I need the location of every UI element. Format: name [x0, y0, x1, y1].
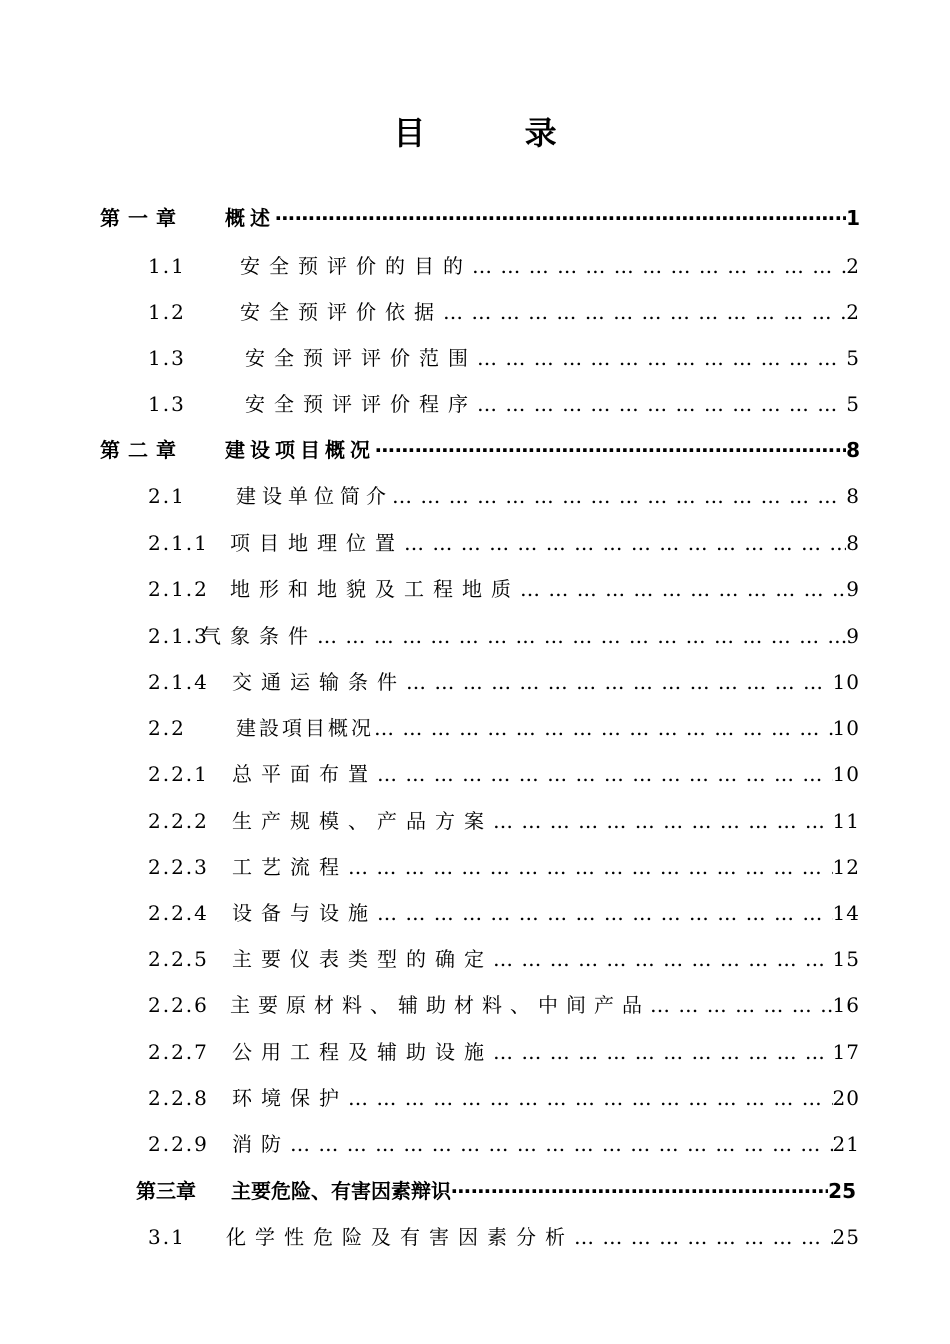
toc-number: 1.2 — [148, 300, 186, 324]
toc-page-number: 12 — [832, 855, 860, 879]
leader-dots — [493, 947, 833, 971]
leader-dots — [650, 993, 833, 1017]
toc-page-number: 1 — [846, 206, 860, 230]
toc-page-number: 17 — [832, 1040, 860, 1064]
toc-title: 公用工程及辅助设施 — [232, 1040, 493, 1064]
page-title: 目 录 — [393, 114, 601, 152]
toc-title: 主要仪表类型的确定 — [232, 947, 493, 971]
leader-dots — [493, 1040, 833, 1064]
leader-dots — [348, 855, 833, 879]
toc-page-number: 10 — [832, 670, 860, 694]
toc-page-number: 14 — [832, 901, 860, 925]
leader-dots — [377, 762, 833, 786]
toc-title: 设备与设施 — [232, 901, 377, 925]
toc-entry-ch1[interactable] — [100, 202, 860, 231]
toc-entry-2-2-5[interactable] — [148, 943, 860, 972]
toc-number: 2.1.1 — [148, 531, 209, 555]
leader-dots — [275, 206, 846, 230]
toc-page-number: 21 — [832, 1132, 860, 1156]
leader-dots — [375, 438, 846, 462]
toc-entry-2-1-1[interactable] — [148, 527, 860, 556]
toc-title: 化学性危险及有害因素分析 — [226, 1225, 574, 1249]
toc-title: 建設項目概况 — [236, 716, 374, 740]
toc-title: 安全预评评价范围 — [245, 346, 477, 370]
leader-dots — [477, 392, 846, 416]
toc-number: 2.2.1 — [148, 762, 209, 786]
toc-entry-2-2-8[interactable] — [148, 1082, 860, 1111]
toc-number: 2.2.4 — [148, 901, 209, 925]
toc-number: 3.1 — [148, 1225, 186, 1249]
toc-title: 项目地理位置 — [230, 531, 404, 555]
leader-dots — [493, 809, 833, 833]
toc-entry-2-1-3[interactable] — [148, 620, 860, 649]
leader-dots — [377, 901, 833, 925]
toc-page-number: 5 — [846, 346, 860, 370]
toc-number: 1.3 — [148, 392, 186, 416]
toc-page-number: 8 — [846, 531, 860, 555]
toc-title: 气象条件 — [201, 624, 317, 648]
toc-number: 2.1.3 — [148, 624, 209, 648]
toc-number: 2.2.9 — [148, 1132, 209, 1156]
toc-title: 总平面布置 — [232, 762, 377, 786]
toc-page-number: 20 — [832, 1086, 860, 1110]
toc-entry-2-2-4[interactable] — [148, 897, 860, 926]
toc-title: 工艺流程 — [232, 855, 348, 879]
toc-entry-1-2[interactable] — [148, 296, 860, 325]
leader-dots — [317, 624, 846, 648]
toc-title: 主要危险、有害因素辩识 — [231, 1179, 451, 1203]
toc-number: 2.2 — [148, 716, 186, 740]
toc-number: 1.1 — [148, 254, 186, 278]
toc-entry-3-1[interactable] — [148, 1221, 860, 1250]
toc-page-number: 5 — [846, 392, 860, 416]
toc-number: 第三章 — [136, 1179, 196, 1203]
toc-page-number: 2 — [846, 254, 860, 278]
leader-dots — [472, 254, 846, 278]
toc-entry-2-1-4[interactable] — [148, 666, 860, 695]
toc-entry-2-1-2[interactable] — [148, 573, 860, 602]
toc-entry-2-2[interactable] — [148, 712, 860, 741]
toc-entry-2-2-9[interactable] — [148, 1128, 860, 1157]
toc-page-number: 10 — [832, 762, 860, 786]
leader-dots — [520, 577, 846, 601]
leader-dots — [290, 1132, 833, 1156]
toc-page-number: 8 — [846, 438, 860, 462]
leader-dots — [374, 716, 833, 740]
toc-page-number: 10 — [832, 716, 860, 740]
toc-title: 消防 — [232, 1132, 290, 1156]
toc-title: 交通运输条件 — [232, 670, 406, 694]
toc-entry-ch3[interactable] — [136, 1175, 856, 1204]
toc-page-number: 9 — [846, 577, 860, 601]
leader-dots — [443, 300, 846, 324]
toc-entry-2-2-2[interactable] — [148, 805, 860, 834]
toc-number: 2.2.7 — [148, 1040, 209, 1064]
toc-title: 概述 — [225, 206, 275, 230]
leader-dots — [404, 531, 846, 555]
toc-number: 第一章 — [100, 206, 184, 230]
toc-title: 建设单位简介 — [236, 484, 392, 508]
toc-entry-1-3-scope[interactable] — [148, 342, 860, 371]
toc-number: 2.2.5 — [148, 947, 209, 971]
toc-entry-2-1[interactable] — [148, 480, 860, 509]
toc-page-number: 8 — [846, 484, 860, 508]
toc-entry-ch2[interactable] — [100, 434, 860, 463]
toc-title: 安全预评评价程序 — [245, 392, 477, 416]
leader-dots — [392, 484, 846, 508]
toc-title: 安全预评价的目的 — [240, 254, 472, 278]
toc-number: 2.2.3 — [148, 855, 209, 879]
toc-page-number: 15 — [832, 947, 860, 971]
toc-title: 环境保护 — [232, 1086, 348, 1110]
toc-page-number: 2 — [846, 300, 860, 324]
leader-dots — [477, 346, 846, 370]
toc-title: 安全预评价依据 — [240, 300, 443, 324]
toc-number: 2.2.6 — [148, 993, 209, 1017]
toc-number: 2.1.2 — [148, 577, 209, 601]
toc-number: 2.1.4 — [148, 670, 209, 694]
leader-dots — [348, 1086, 833, 1110]
toc-number: 第二章 — [100, 438, 184, 462]
toc-title: 生产规模、产品方案 — [232, 809, 493, 833]
leader-dots — [574, 1225, 833, 1249]
toc-entry-2-2-3[interactable] — [148, 851, 860, 880]
toc-number: 1.3 — [148, 346, 186, 370]
toc-entry-2-2-1[interactable] — [148, 758, 860, 787]
toc-page-number: 25 — [828, 1179, 856, 1203]
toc-page-number: 16 — [832, 993, 860, 1017]
toc-entry-1-1[interactable] — [148, 250, 860, 279]
toc-title: 主要原材料、辅助材料、中间产品 — [230, 993, 650, 1017]
toc-title: 建设项目概况 — [225, 438, 375, 462]
toc-number: 2.2.8 — [148, 1086, 209, 1110]
toc-page-number: 11 — [832, 809, 860, 833]
toc-page-number: 9 — [846, 624, 860, 648]
toc-number: 2.2.2 — [148, 809, 209, 833]
leader-dots — [451, 1179, 828, 1203]
toc-page-number: 25 — [832, 1225, 860, 1249]
toc-entry-2-2-7[interactable] — [148, 1036, 860, 1065]
leader-dots — [406, 670, 833, 694]
toc-number: 2.1 — [148, 484, 186, 508]
toc-title: 地形和地貌及工程地质 — [230, 577, 520, 601]
toc-entry-2-2-6[interactable] — [148, 989, 860, 1018]
toc-entry-1-3-procedure[interactable] — [148, 388, 860, 417]
